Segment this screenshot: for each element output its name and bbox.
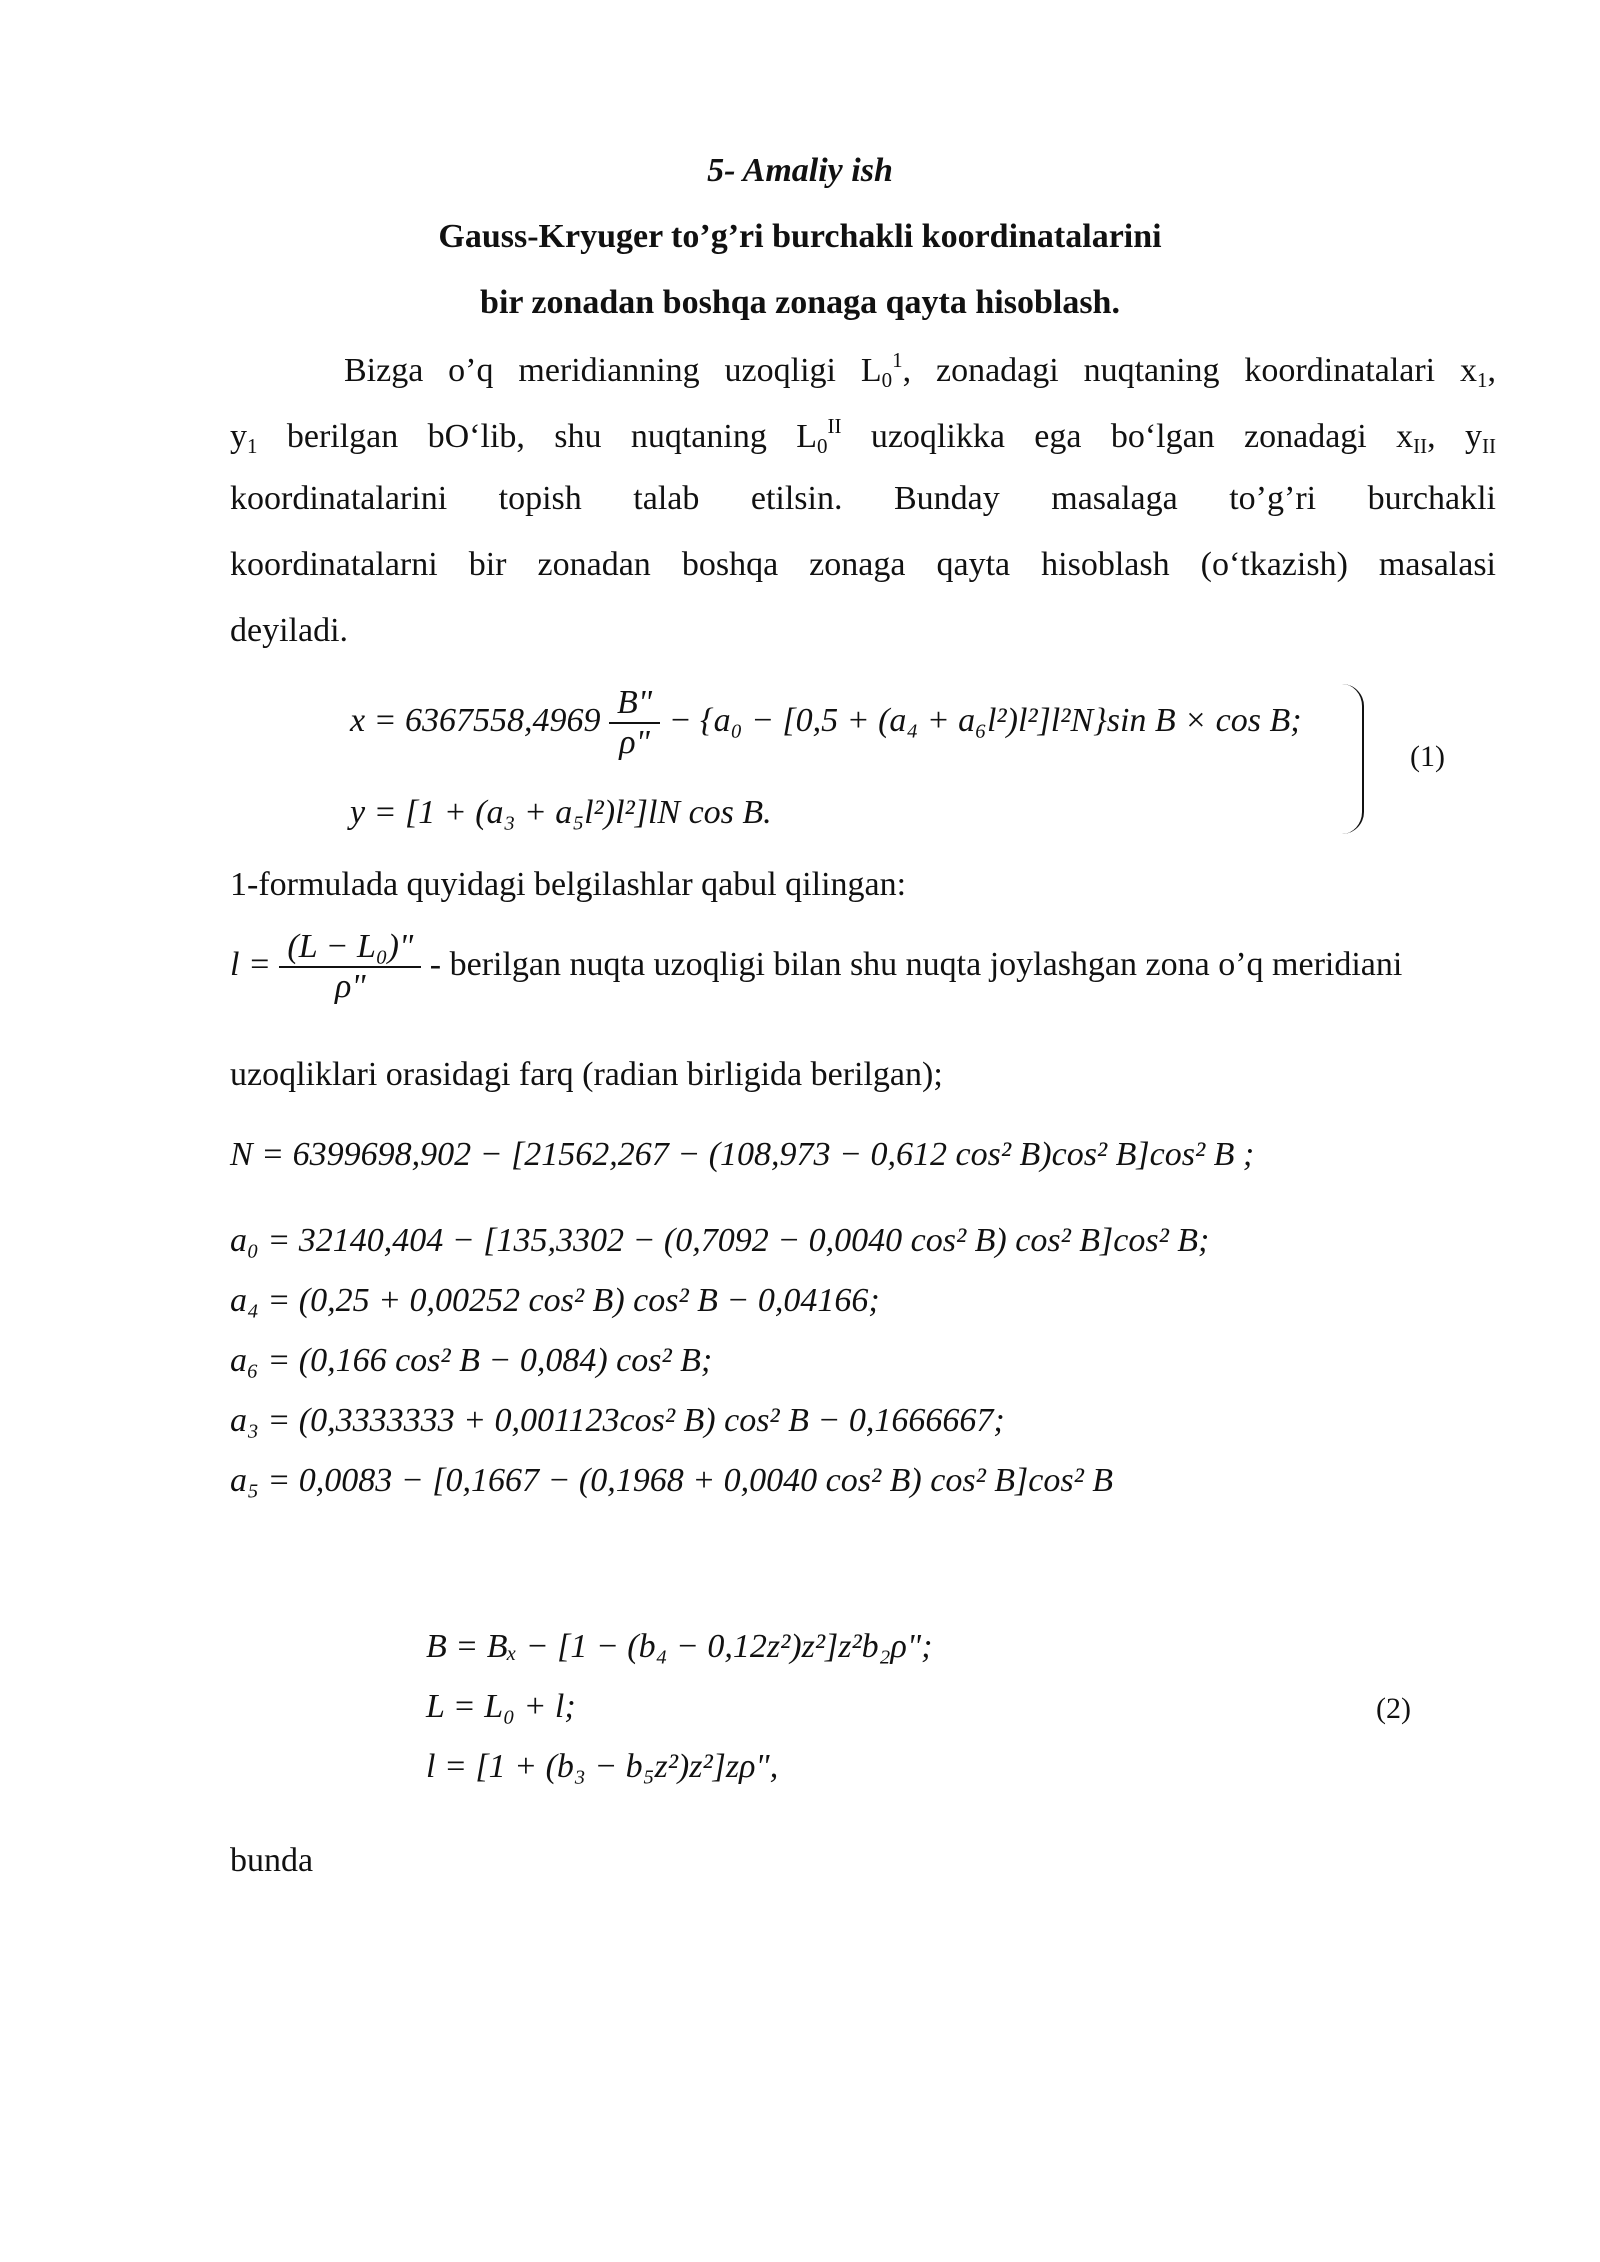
text-run: , y <box>1427 418 1482 455</box>
l-def-text: - berilgan nuqta uzoqligi bilan shu nuqta joylashgan zona o’q meridiani <box>429 945 1403 983</box>
paragraph-1-line-1 <box>344 348 1496 393</box>
a4-formula: a₄ = (0,25 + 0,00252 cos² B) cos² B − 0,04166; <box>230 1282 880 1319</box>
text-run: y <box>230 418 247 455</box>
right-brace <box>1340 684 1364 834</box>
fraction <box>279 928 421 1006</box>
text-run: , zonadagi nuqtaning koordinatalari x <box>902 352 1477 389</box>
paragraph-1-line-5: deyiladi. <box>230 612 349 649</box>
text-run: , <box>1487 352 1496 389</box>
l-definition-cont: uzoqliklari orasidagi farq (radian birligida berilgan); <box>230 1056 943 1093</box>
formula-1-x-right: − {a₀ − [0,5 + (a₄ + a₆l²)l²]l²N}sin B × cos B; <box>668 701 1302 739</box>
subscript: 0 <box>881 368 893 392</box>
text-run: Bizga o’q meridianning uzoqligi L <box>344 352 882 389</box>
fraction-denominator: ρ" <box>619 724 650 761</box>
paragraph-1-line-4: koordinatalarni bir zonadan boshqa zonaga qayta hisoblash (o‘tkazish) masalasi <box>230 546 1496 583</box>
superscript: II <box>827 414 842 438</box>
equation-number-2: (2) <box>1376 1692 1411 1725</box>
subscript: II <box>1482 434 1496 458</box>
text-run: berilgan bO‘lib, shu nuqtaning L <box>257 418 817 455</box>
a6-formula: a₆ = (0,166 cos² B − 0,084) cos² B; <box>230 1342 713 1379</box>
subscript: 0 <box>816 434 828 458</box>
paragraph-1-line-3: koordinatalarini topish talab etilsin. Bunday masalaga to’g’ri burchakli <box>230 480 1496 517</box>
superscript: 1 <box>892 348 903 372</box>
a5-formula: a₅ = 0,0083 − [0,1667 − (0,1968 + 0,0040 cos² B) cos² B]cos² B <box>230 1462 1114 1499</box>
l-def-lhs: l = <box>230 945 271 983</box>
title-line-1: Gauss-Kryuger to’g’ri burchakli koordinatalarini <box>438 218 1162 255</box>
subscript: 1 <box>1477 368 1488 392</box>
closing-word: bunda <box>230 1842 314 1879</box>
title-line-2: bir zonadan boshqa zonaga qayta hisoblash. <box>480 284 1120 321</box>
subscript: II <box>1413 434 1428 458</box>
fraction <box>609 684 660 762</box>
notation-intro: 1-formulada quyidagi belgilashlar qabul qilingan: <box>230 866 907 903</box>
paragraph-1-line-2 <box>230 414 1496 459</box>
fraction-numerator: B" <box>609 684 660 724</box>
l-definition <box>230 928 1402 1006</box>
formula-1-x-left: x = 6367558,4969 <box>350 701 601 739</box>
a3-formula: a₃ = (0,3333333 + 0,001123cos² B) cos² B − 0,1666667; <box>230 1402 1005 1439</box>
fraction-numerator: (L − L₀)" <box>279 928 421 968</box>
formula-2-line-3: l = [1 + (b₃ − b₅z²)z²]zρ", <box>426 1748 779 1785</box>
work-number-heading: 5- Amaliy ish <box>707 152 893 189</box>
formula-1-y: y = [1 + (a₃ + a₅l²)l²]lN cos B. <box>350 794 772 831</box>
fraction-denominator: ρ" <box>335 968 366 1005</box>
subscript: 1 <box>247 434 258 458</box>
text-run: uzoqlikka ega bo‘lgan zonadagi x <box>841 418 1414 455</box>
a0-formula: a₀ = 32140,404 − [135,3302 − (0,7092 − 0,0040 cos² B) cos² B]cos² B; <box>230 1222 1210 1259</box>
N-formula: N = 6399698,902 − [21562,267 − (108,973 − 0,612 cos² B)cos² B]cos² B ; <box>230 1136 1255 1173</box>
formula-1-x <box>350 684 1302 762</box>
formula-2-line-1: B = Bₓ − [1 − (b₄ − 0,12z²)z²]z²b₂ρ"; <box>426 1628 933 1665</box>
equation-number-1: (1) <box>1410 740 1445 773</box>
formula-2-line-2: L = L₀ + l; <box>426 1688 576 1725</box>
